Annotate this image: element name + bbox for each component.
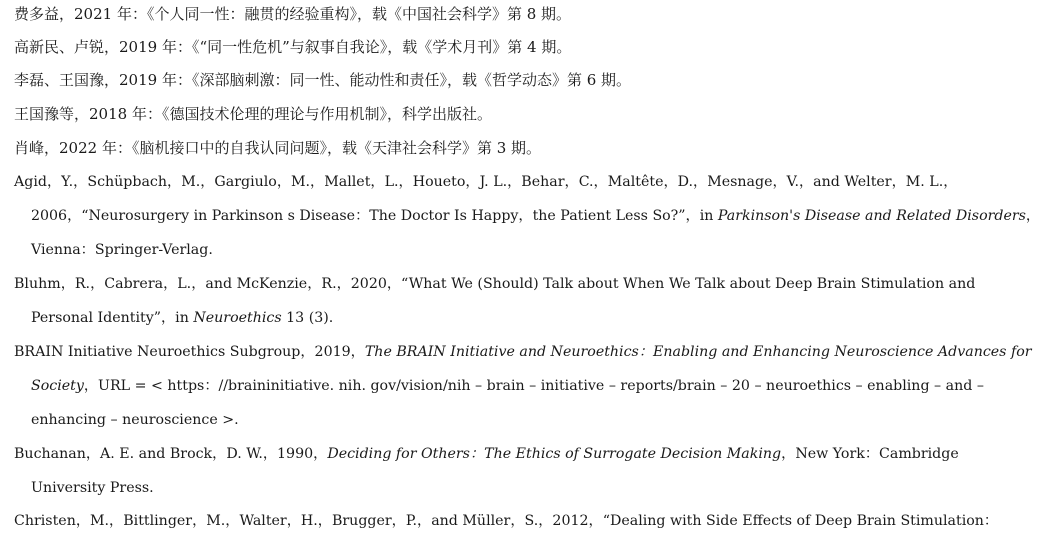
reference-text: Vienna：Springer-Verlag. (31, 242, 213, 258)
reference-text: 李磊、王国豫，2019 年：《深部脑刺激：同一性、能动性和责任》，载《哲学动态》第 6 期。 (14, 71, 632, 89)
reference-text: Bluhm，R.，Cabrera，L.，and McKenzie，R.，2020，“What We (Should) Talk about When We Talk about Deep Brain Stimulation and (14, 276, 976, 292)
reference-text: Buchanan，A. E. and Brock，D. W.，1990， (14, 446, 328, 462)
book-title: The BRAIN Initiative and Neuroethics：Enabling and Enhancing Neuroscience Advances for (364, 344, 1032, 360)
reference-gao2019 (14, 37, 571, 57)
reference-buchanan1990-line2 (31, 478, 154, 498)
reference-brain2019-line3 (31, 410, 239, 430)
journal-title: Parkinson's Disease and Related Disorders (717, 208, 1026, 224)
reference-text: Agid，Y.，Schüpbach，M.，Gargiulo，M.，Mallet，L.，Houeto，J. L.，Behar，C.，Maltête，D.，Mesnage，V.，and Welter，M. L.， (14, 174, 958, 190)
reference-text: 13 (3). (281, 310, 334, 326)
reference-agid2006-line3 (31, 240, 213, 260)
reference-fei2021 (14, 4, 571, 24)
reference-text: ， (1025, 208, 1041, 224)
reference-brain2019-line2 (31, 376, 984, 396)
reference-text: BRAIN Initiative Neuroethics Subgroup，2019， (14, 344, 365, 360)
reference-text: 王国豫等，2018 年：《德国技术伦理的理论与作用机制》，科学出版社。 (14, 105, 492, 123)
reference-brain2019-line1 (14, 342, 1032, 362)
reference-li2019 (14, 70, 631, 90)
reference-bluhm2020-line2 (31, 308, 333, 328)
reference-text: Personal Identity”，in (31, 310, 194, 326)
reference-text: 费多益，2021 年：《个人同一性：融贯的经验重构》，载《中国社会科学》第 8 期。 (14, 5, 572, 23)
reference-agid2006-line2 (31, 206, 1040, 226)
reference-agid2006-line1 (14, 172, 957, 192)
reference-text: 2006，“Neurosurgery in Parkinson s Disease：The Doctor Is Happy，the Patient Less So?”，in (31, 208, 718, 224)
journal-title: Neuroethics (193, 310, 282, 326)
reference-text: ，New York：Cambridge (781, 446, 959, 462)
reference-text: University Press. (31, 480, 154, 496)
reference-christen2012-line1 (14, 511, 998, 531)
reference-text: Christen，M.，Bittlinger，M.，Walter，H.，Brugger，P.，and Müller，S.，2012，“Dealing with Side Effects of Deep Brain Stimulation： (14, 513, 999, 529)
reference-text: 肖峰，2022 年：《脑机接口中的自我认同问题》，载《天津社会科学》第 3 期。 (14, 139, 542, 157)
reference-bluhm2020-line1 (14, 274, 975, 294)
reference-wang2018 (14, 104, 492, 124)
reference-url: enhancing – neuroscience >. (31, 412, 239, 428)
reference-buchanan1990-line1 (14, 444, 959, 464)
book-title: Deciding for Others：The Ethics of Surrogate Decision Making (327, 446, 782, 462)
reference-text: 高新民、卢锐，2019 年：《“同一性危机”与叙事自我论》，载《学术月刊》第 4 期。 (14, 38, 572, 56)
book-title: Society (31, 378, 84, 394)
reference-url: ，URL = < https：//braininitiative. nih. gov/vision/nih – brain – initiative – reports/brain – 20 – neuroethics – enabling – and – (83, 378, 984, 394)
reference-xiao2022 (14, 138, 541, 158)
